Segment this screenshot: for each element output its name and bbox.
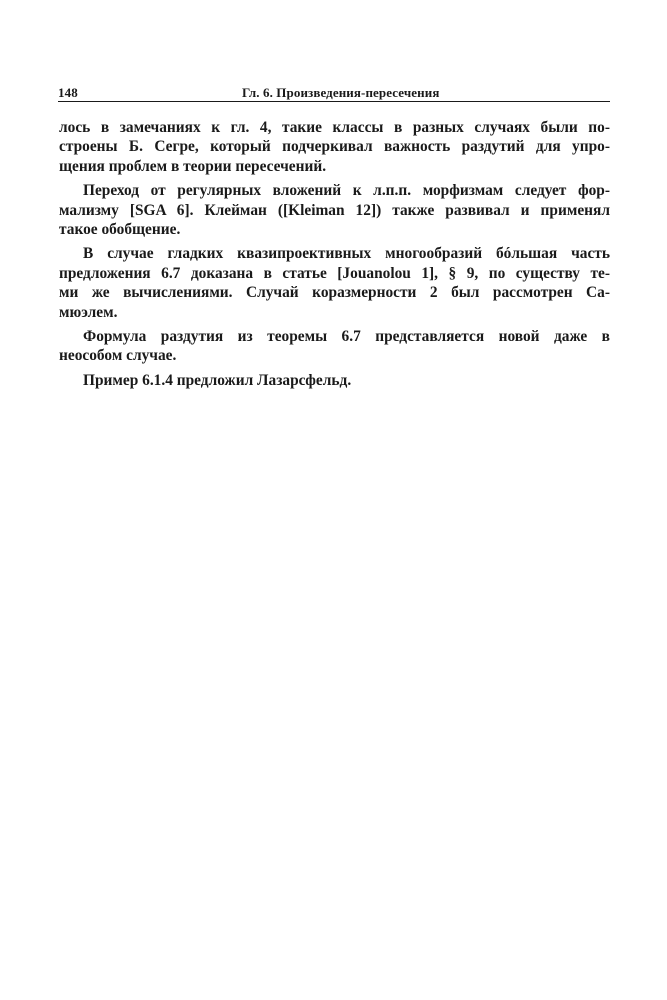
text-line: Формула раздутия из теоремы 6.7 представляется новой даже в [83, 328, 610, 346]
header-rule [58, 101, 610, 102]
body-text [59, 118, 610, 395]
text-line: такое обобщение. [59, 221, 181, 239]
text-line: предложения 6.7 доказана в статье [Jouanolou 1], § 9, по существу те- [59, 264, 610, 282]
chapter-title: Гл. 6. Произведения-пересечения [242, 85, 440, 100]
paragraph-2 [59, 181, 610, 239]
text-line: лось в замечаниях к гл. 4, такие классы в разных случаях были по- [59, 119, 610, 136]
page-number: 148 [58, 85, 78, 100]
text-line: В случае гладких квазипроективных многообразий бóльшая часть [83, 245, 610, 263]
text-line: ми же вычислениями. Случай коразмерности 2 был рассмотрен Са- [59, 284, 610, 302]
text-line: щения проблем в теории пересечений. [59, 157, 327, 175]
text-line: Переход от регулярных вложений к л.п.п. морфизмам следует фор- [83, 182, 610, 200]
text-line: строены Б. Сегре, который подчеркивал важность раздутий для упро- [59, 138, 610, 156]
paragraph-5 [59, 371, 610, 390]
paragraph-1 [59, 118, 610, 176]
text-line: мализму [SGA 6]. Клейман ([Kleiman 12]) также развивал и применял [59, 201, 610, 219]
text-line: Пример 6.1.4 предложил Лазарсфельд. [83, 371, 352, 389]
text-line: неособом случае. [59, 347, 177, 365]
paragraph-4 [59, 327, 610, 366]
paragraph-3 [59, 244, 610, 322]
text-line: мюэлем. [59, 303, 118, 321]
